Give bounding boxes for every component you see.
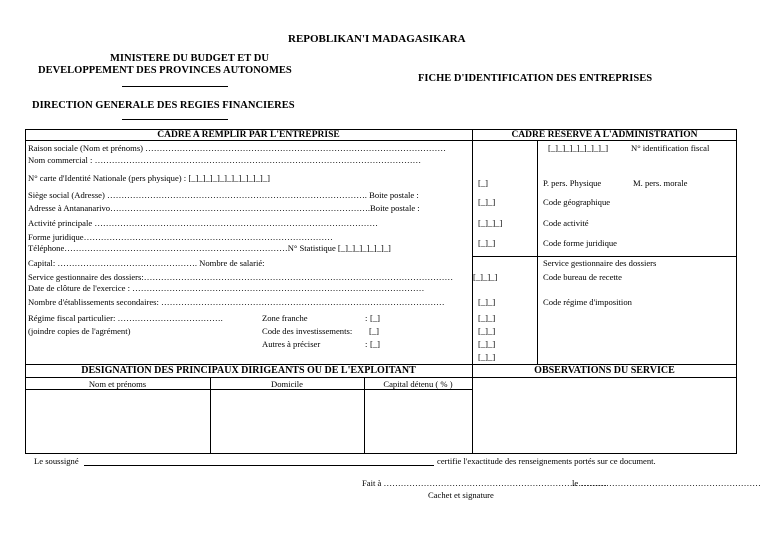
cin-field[interactable]: N° carte d'Identité Nationale (pers physique) : [_]_]_]_]_]_]_]_]_]_]_]	[28, 173, 270, 183]
telephone-field[interactable]: Téléphone……………………………………………………………………N° Statistique [_]_]_]_]_]_]_]	[28, 243, 391, 253]
code-forme-label: Code forme juridique	[543, 238, 617, 248]
siege-social-field[interactable]: Siège social (Adresse) ………………………………………………………………………………. Boite postale :	[28, 190, 419, 200]
code-geo-box[interactable]: [_]_]	[478, 197, 496, 207]
regime-box[interactable]: [_]_]	[478, 313, 496, 323]
code-forme-box[interactable]: [_]_]	[478, 238, 496, 248]
divider	[25, 140, 737, 141]
code-bureau-box[interactable]: [_]_]_]	[473, 272, 498, 282]
date-field[interactable]: le ………………………………………………………	[572, 478, 761, 488]
dirigeant-capital-cell[interactable]	[365, 390, 471, 453]
divider	[122, 86, 228, 87]
regime-fiscal-field[interactable]: Régime fiscal particulier: ……………………………….	[28, 313, 223, 323]
code-regime-box[interactable]: [_]_]	[478, 297, 496, 307]
nb-etablissements-field[interactable]: Nombre d'établissements secondaires: ………………………………………………………………………………………	[28, 297, 445, 307]
certifie-text: certifie l'exactitude des renseignements portés sur ce document.	[437, 456, 656, 466]
dirigeant-nom-cell[interactable]	[26, 390, 209, 453]
regime-box[interactable]: [_]_]	[478, 326, 496, 336]
capital-field[interactable]: Capital: …………………………………………. Nombre de salarié:	[28, 258, 265, 268]
forme-juridique-field[interactable]: Forme juridique……………………………………………………………………………	[28, 232, 333, 242]
activite-field[interactable]: Activité principale ………………………………………………………………………………………	[28, 218, 378, 228]
soussigne-label: Le soussigné	[34, 456, 79, 466]
raison-sociale-field[interactable]: Raison sociale (Nom et prénoms) ……………………………………………………………………………………………	[28, 143, 446, 153]
form-title: FICHE D'IDENTIFICATION DES ENTREPRISES	[418, 73, 653, 84]
divider	[537, 140, 538, 364]
republic-title: REPOBLIKAN'I MADAGASIKARA	[288, 33, 466, 45]
ministry-line2: DEVELOPPEMENT DES PROVINCES AUTONOMES	[38, 65, 292, 76]
section-title-admin: CADRE RESERVE A L'ADMINISTRATION	[511, 130, 698, 140]
direction-title: DIRECTION GENERALE DES REGIES FINANCIERES	[32, 100, 295, 111]
zone-franche-checkbox[interactable]: [_]	[370, 313, 381, 323]
date-cloture-field[interactable]: Date de clôture de l'exercice : …………………………………………………………………………………………	[28, 283, 425, 293]
colon: :	[365, 313, 368, 323]
section-title-observations: OBSERVATIONS DU SERVICE	[534, 365, 675, 376]
divider	[122, 119, 228, 120]
code-activite-label: Code activité	[543, 218, 589, 228]
fait-a-field[interactable]: Fait à ……………………………………………………………………	[362, 478, 607, 488]
joindre-note: (joindre copies de l'agrément)	[28, 326, 131, 336]
pers-physique-label: P. pers. Physique	[543, 178, 602, 188]
code-investissements-checkbox[interactable]: [_]	[369, 326, 380, 336]
divider	[472, 256, 737, 257]
adresse-tana-field[interactable]: Adresse à Antananarivo……………………………………………………………………………….Boite postale :	[28, 203, 420, 213]
colon: :	[365, 339, 368, 349]
section-title-company: CADRE A REMPLIR PAR L'ENTREPRISE	[157, 130, 340, 140]
dirigeant-domicile-cell[interactable]	[211, 390, 363, 453]
observations-area[interactable]	[473, 378, 736, 453]
ministry-line1: MINISTERE DU BUDGET ET DU	[110, 53, 269, 64]
section-title-dirigeants: DESIGNATION DES PRINCIPAUX DIRIGEANTS OU DE L'EXPLOITANT	[81, 365, 416, 376]
regime-box[interactable]: [_]_]	[478, 352, 496, 362]
code-geo-label: Code géographique	[543, 197, 611, 207]
pers-morale-label: M. pers. morale	[633, 178, 688, 188]
nom-commercial-field[interactable]: Nom commercial : ……………………………………………………………………………………………………	[28, 155, 422, 165]
regime-box[interactable]: [_]_]	[478, 339, 496, 349]
code-regime-label: Code régime d'imposition	[543, 297, 632, 307]
code-investissements-label: Code des investissements:	[262, 326, 353, 336]
zone-franche-label: Zone franche	[262, 313, 308, 323]
nif-label: N° identification fiscal	[631, 143, 710, 153]
autres-checkbox[interactable]: [_]	[370, 339, 381, 349]
service-gestionnaire-field[interactable]: Service gestionnaire des dossiers:………………………………………………………………………………………………	[28, 272, 454, 282]
pers-type-box[interactable]: [_]	[478, 178, 489, 188]
code-activite-box[interactable]: [_]_]_]	[478, 218, 503, 228]
autres-label: Autres à préciser	[262, 339, 321, 349]
cachet-signature-label: Cachet et signature	[428, 490, 494, 500]
column-header-domicile: Domicile	[271, 379, 303, 389]
code-bureau-label: Code bureau de recette	[543, 272, 622, 282]
soussigne-input-line[interactable]	[84, 465, 434, 466]
column-header-capital: Capital détenu ( % )	[383, 379, 453, 389]
column-header-nom: Nom et prénoms	[88, 379, 147, 389]
nif-boxes[interactable]: [_]_]_]_]_]_]_]_]	[548, 143, 609, 153]
service-gest-label: Service gestionnaire des dossiers	[543, 258, 657, 268]
